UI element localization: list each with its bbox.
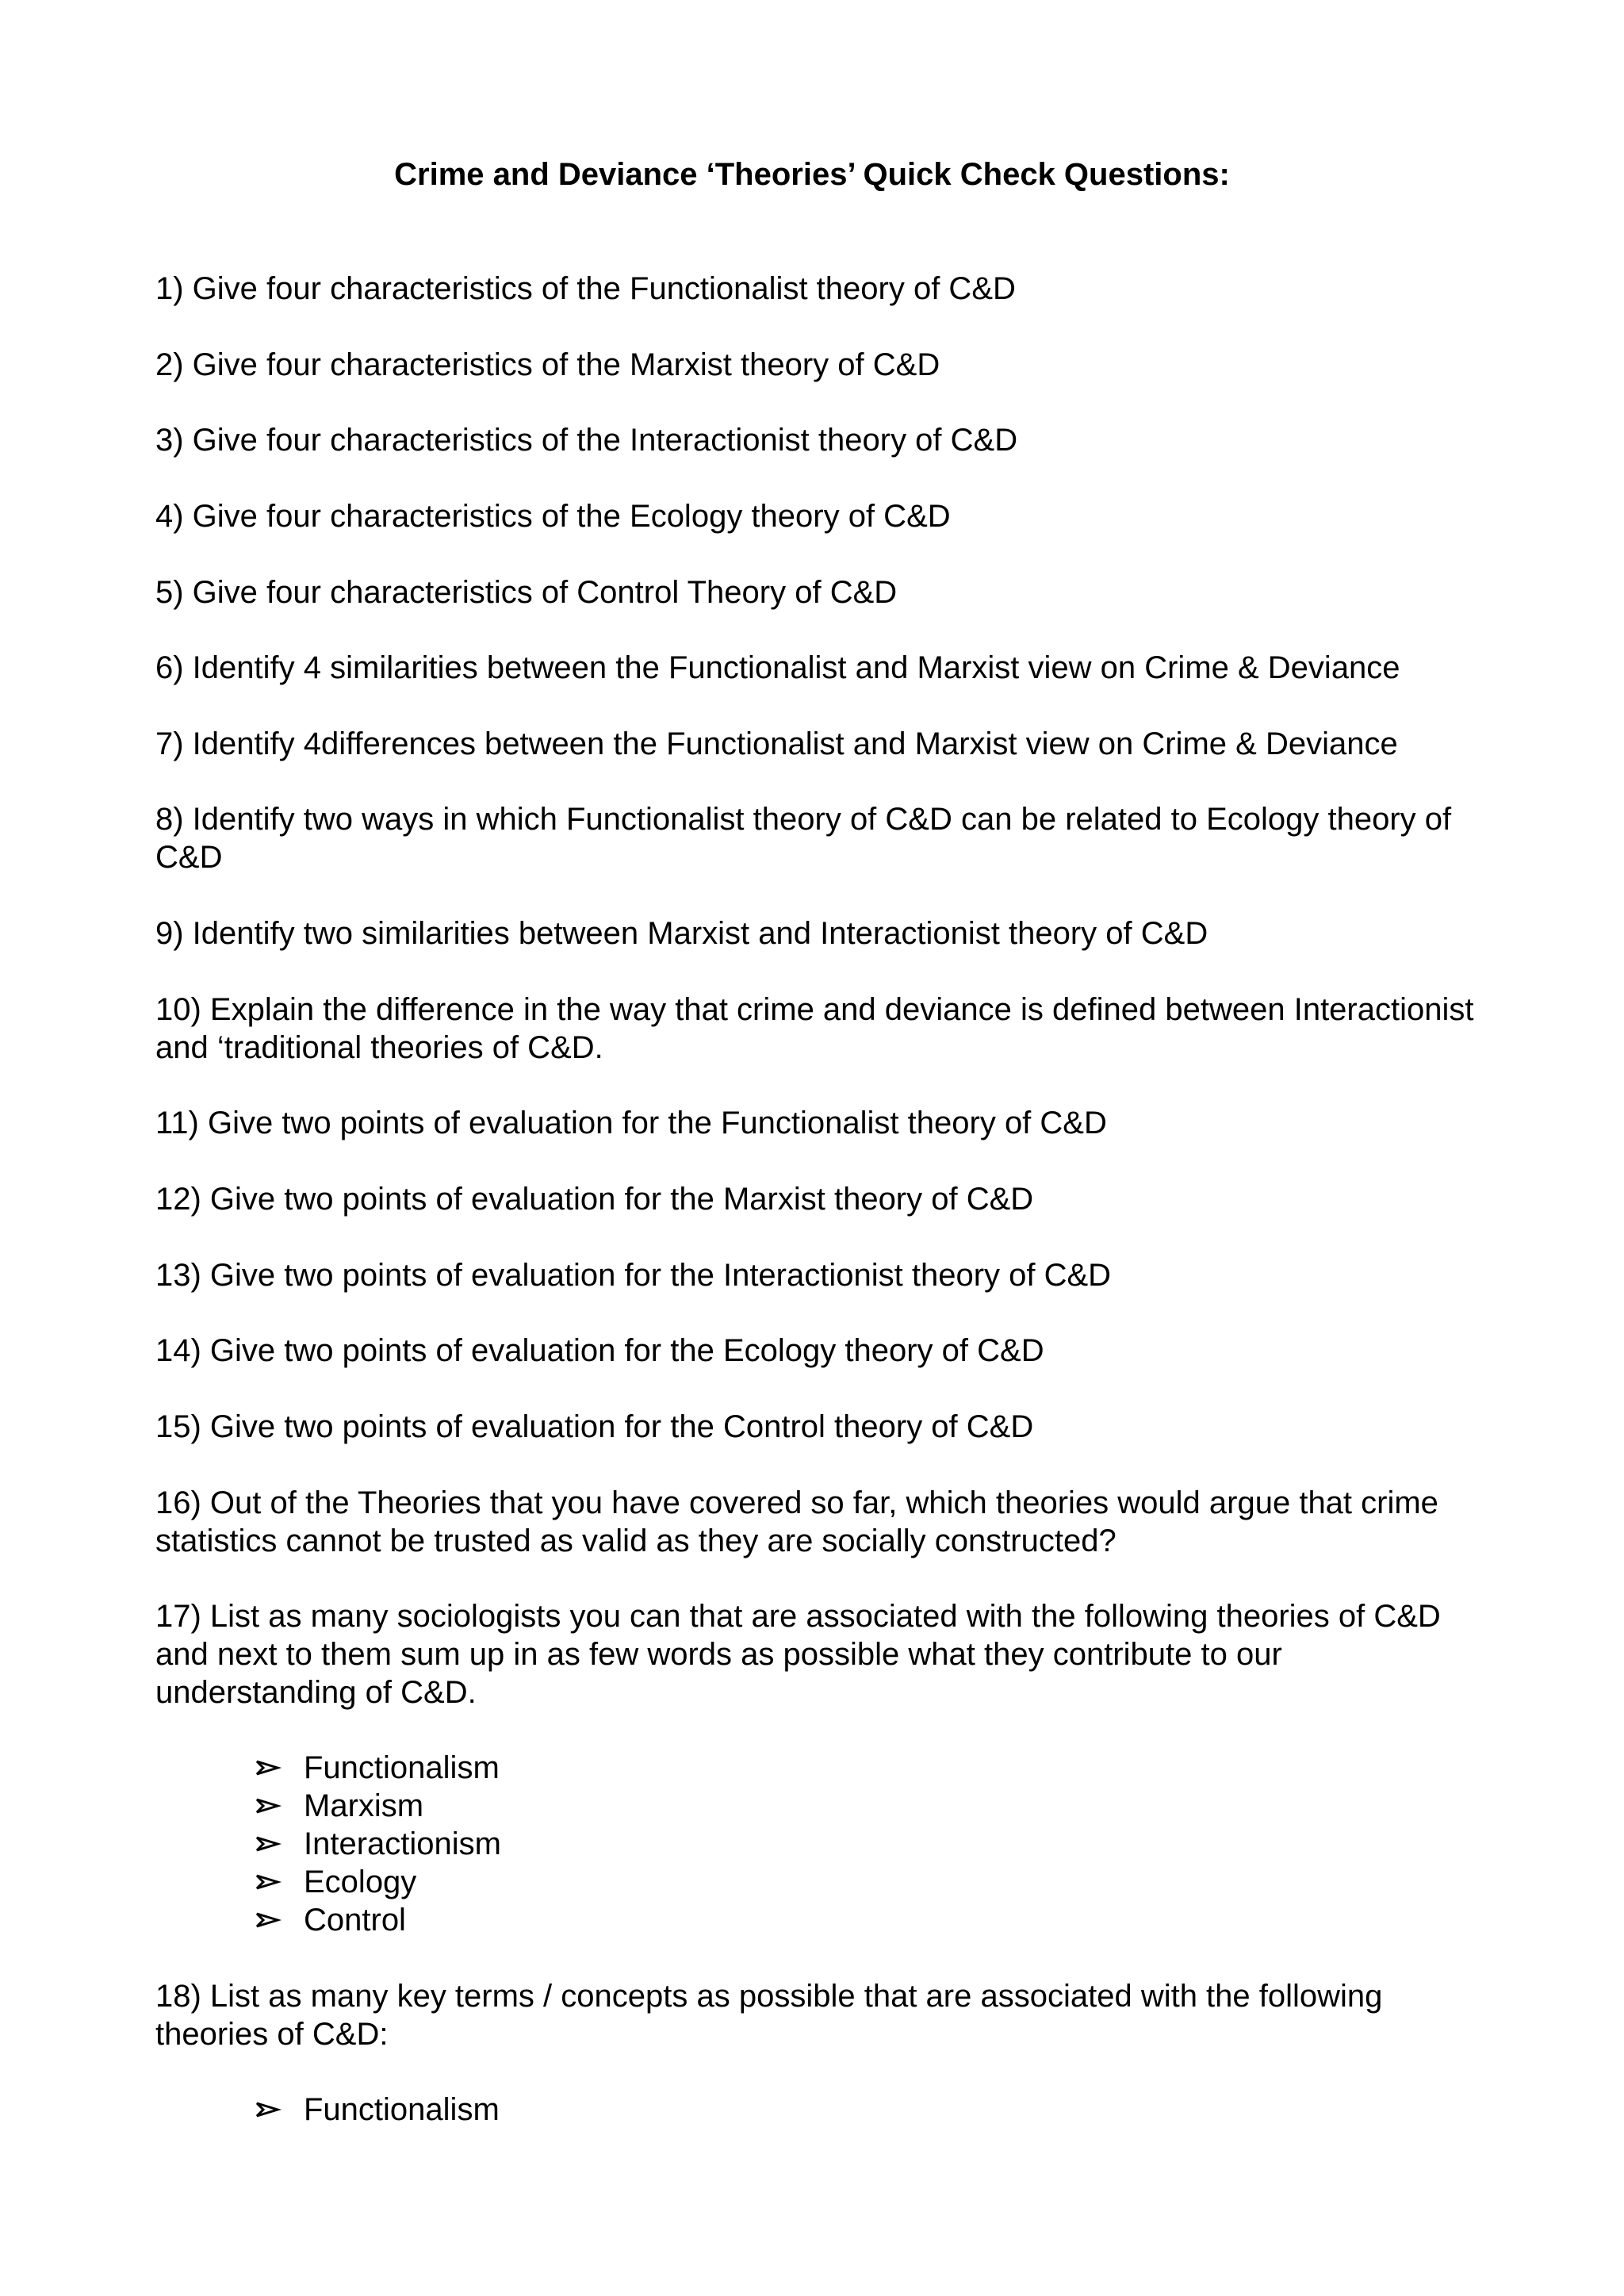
arrow-bullet-icon [254, 1825, 285, 1863]
arrow-bullet-icon [254, 2091, 285, 2129]
arrow-bullet-icon [254, 1749, 285, 1787]
question-7: 7) Identify 4differences between the Functionalist and Marxist view on Crime & Deviance [155, 726, 1398, 761]
list-item [254, 2091, 500, 2129]
arrow-bullet-icon [254, 1901, 285, 1939]
q18-bullet-list [254, 2091, 500, 2129]
list-item [254, 1901, 501, 1939]
question-8: 8) Identify two ways in which Functionalist theory of C&D can be related to Ecology theory of C&D [155, 802, 1452, 875]
question-11: 11) Give two points of evaluation for the Functionalist theory of C&D [155, 1106, 1107, 1140]
bullet-label: Functionalism [304, 1750, 500, 1785]
question-15: 15) Give two points of evaluation for the Control theory of C&D [155, 1409, 1034, 1444]
question-16: 16) Out of the Theories that you have covered so far, which theories would argue that crime statistics cannot be trusted as valid as they are socially constructed? [155, 1485, 1438, 1558]
question-14: 14) Give two points of evaluation for the Ecology theory of C&D [155, 1333, 1044, 1368]
question-18: 18) List as many key terms / concepts as possible that are associated with the following theories of C&D: [155, 1979, 1383, 2052]
question-5: 5) Give four characteristics of Control Theory of C&D [155, 575, 898, 610]
bullet-label: Functionalism [304, 2092, 500, 2127]
question-6: 6) Identify 4 similarities between the Functionalist and Marxist view on Crime & Deviance [155, 650, 1400, 685]
question-2: 2) Give four characteristics of the Marxist theory of C&D [155, 347, 940, 382]
list-item [254, 1863, 501, 1901]
page-title: Crime and Deviance ‘Theories’ Quick Check Questions: [394, 157, 1230, 192]
arrow-bullet-icon [254, 1863, 285, 1901]
q17-bullet-list [254, 1749, 501, 1939]
arrow-bullet-icon [254, 1787, 285, 1825]
question-10: 10) Explain the difference in the way that crime and deviance is defined between Interactionist and ‘traditional theories of C&D. [155, 992, 1474, 1065]
question-17: 17) List as many sociologists you can that are associated with the following theories of C&D and next to them sum up in as few words as possible what they contribute to our understanding of C&D. [155, 1599, 1441, 1710]
question-12: 12) Give two points of evaluation for the Marxist theory of C&D [155, 1182, 1034, 1217]
bullet-label: Ecology [304, 1865, 417, 1899]
question-4: 4) Give four characteristics of the Ecology theory of C&D [155, 499, 951, 534]
question-9: 9) Identify two similarities between Marxist and Interactionist theory of C&D [155, 916, 1208, 951]
bullet-label: Marxism [304, 1788, 424, 1823]
list-item [254, 1749, 501, 1787]
bullet-label: Interactionism [304, 1826, 501, 1861]
question-13: 13) Give two points of evaluation for the Interactionist theory of C&D [155, 1258, 1112, 1293]
list-item [254, 1825, 501, 1863]
question-1: 1) Give four characteristics of the Functionalist theory of C&D [155, 271, 1016, 306]
question-3: 3) Give four characteristics of the Interactionist theory of C&D [155, 423, 1018, 458]
list-item [254, 1787, 501, 1825]
bullet-label: Control [304, 1903, 406, 1938]
